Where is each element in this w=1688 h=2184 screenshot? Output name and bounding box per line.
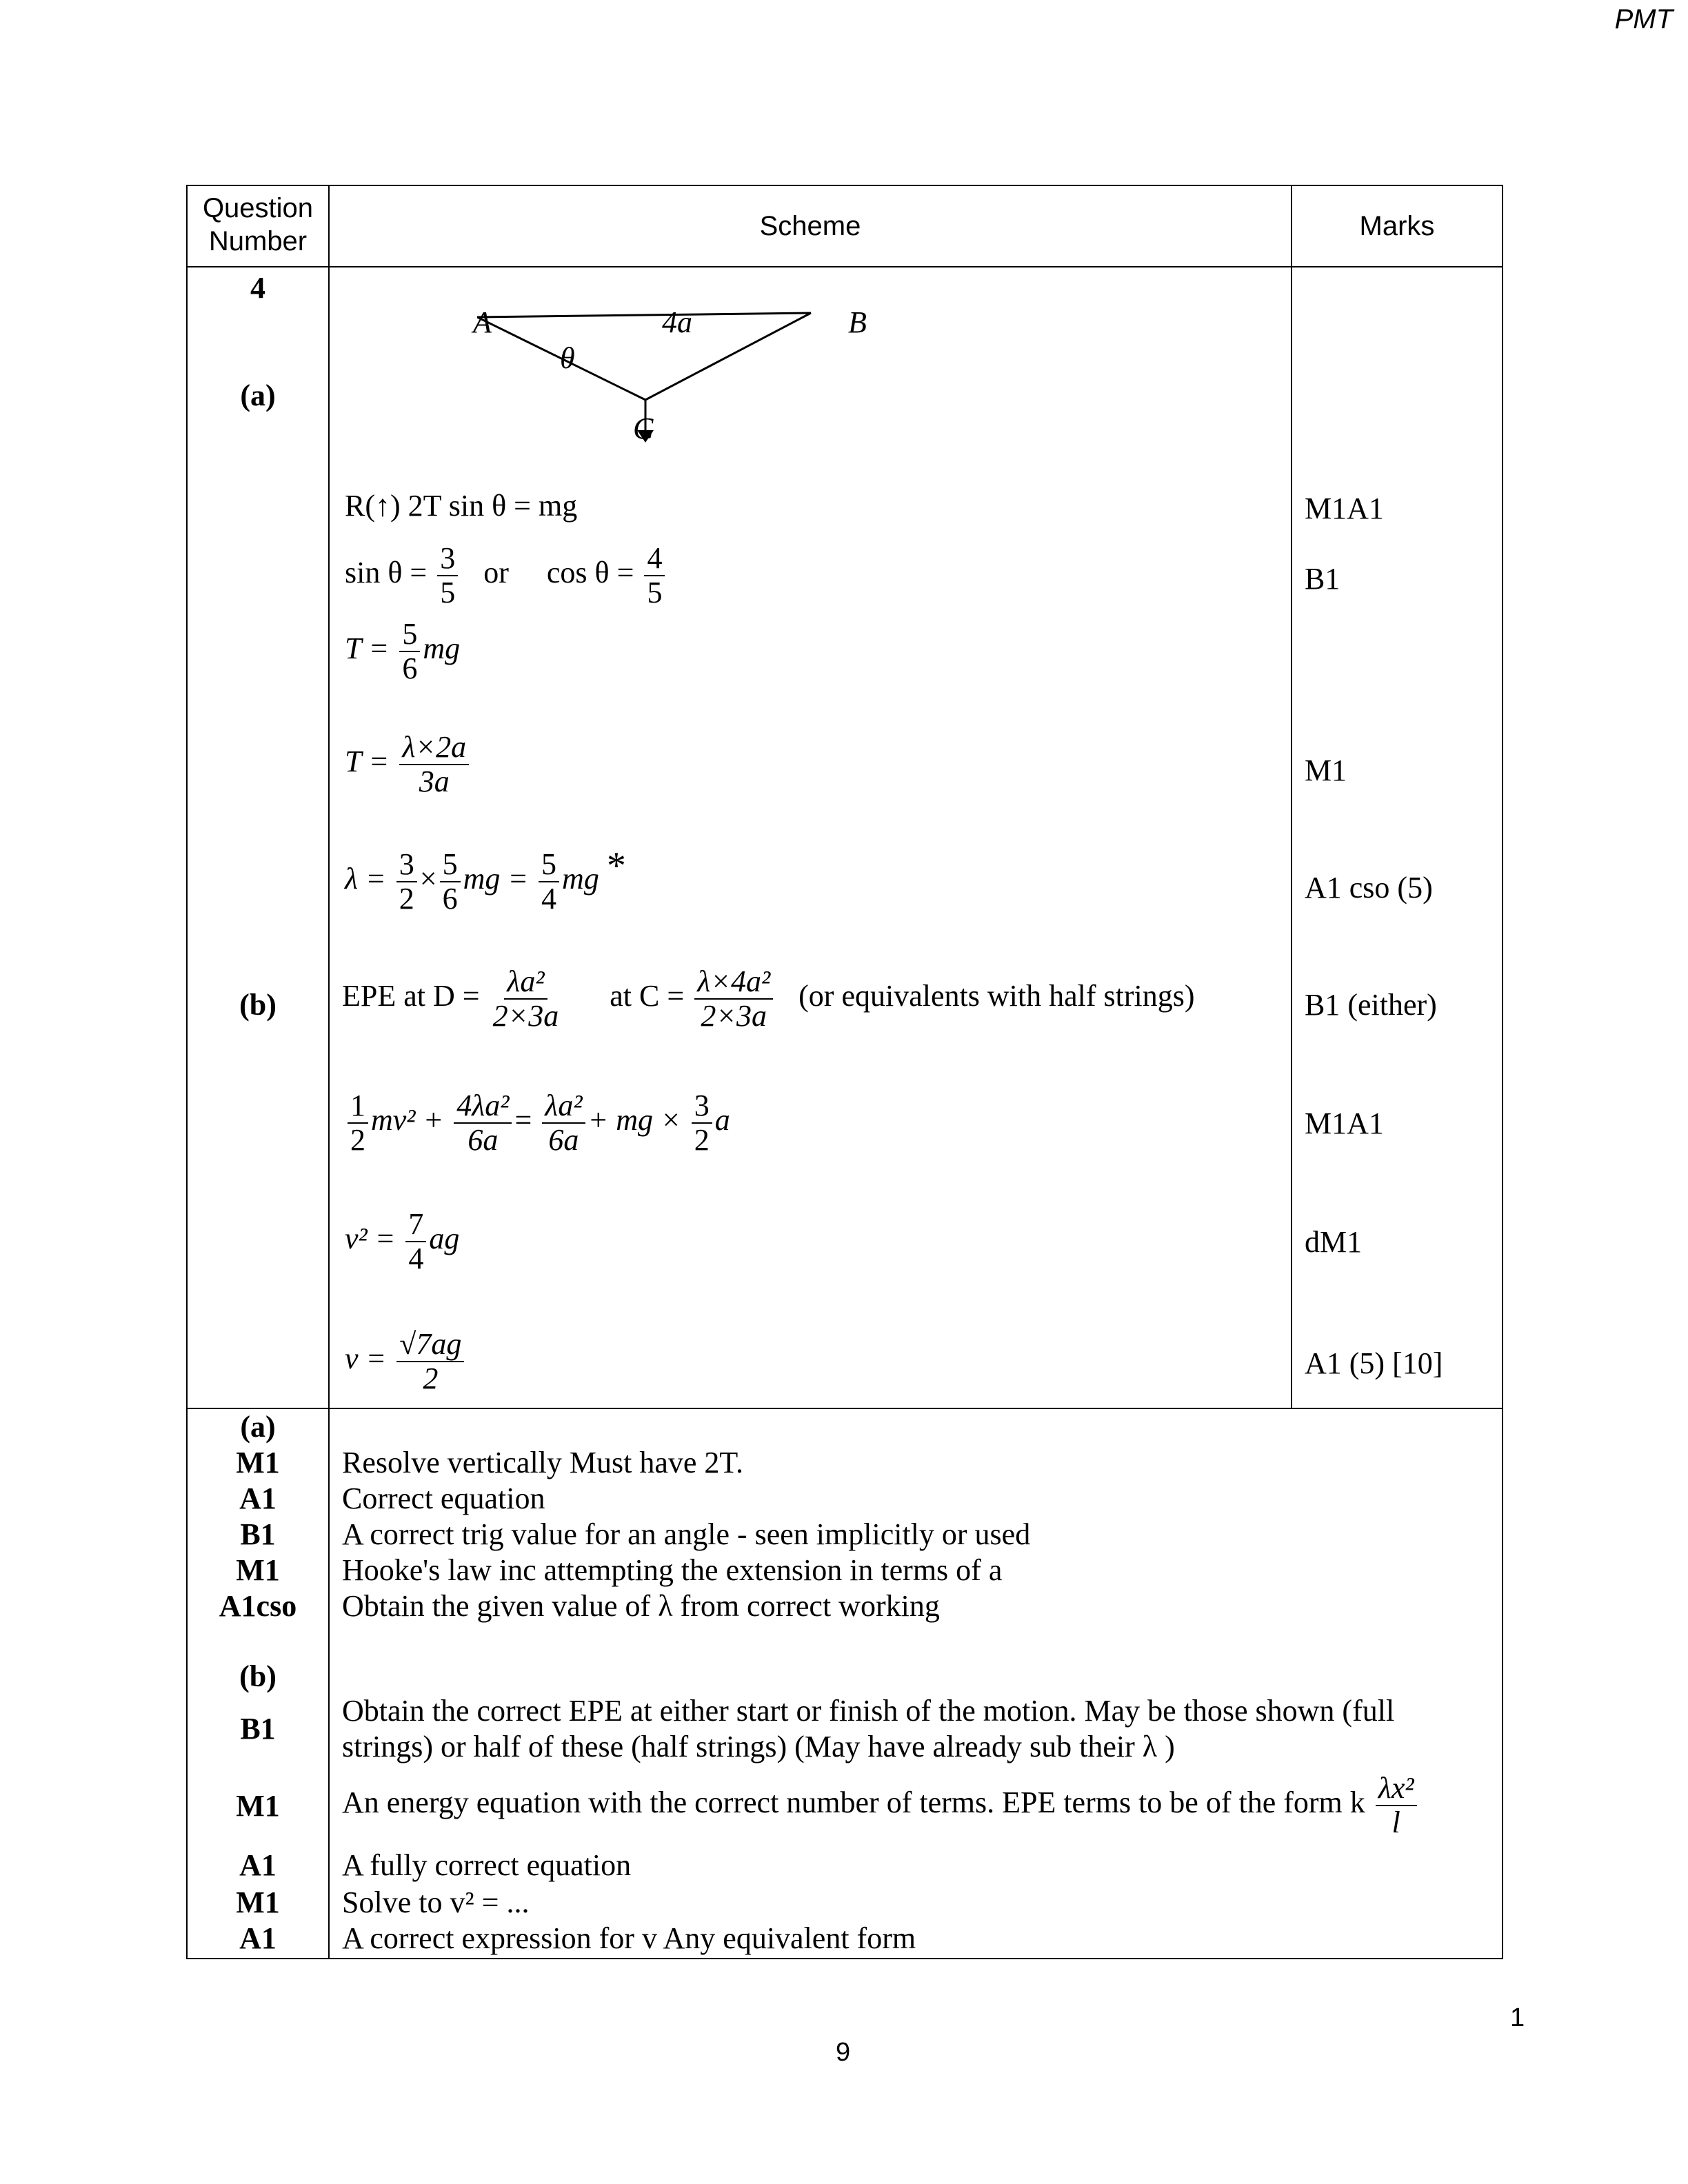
en-frac-1 bbox=[348, 1089, 368, 1157]
notes-a-text-1: Resolve vertically Must have 2T. bbox=[342, 1446, 744, 1479]
length-label: 4a bbox=[662, 305, 692, 339]
mark-v-squared: dM1 bbox=[1305, 1225, 1363, 1259]
lam-f3-den: 4 bbox=[541, 882, 557, 916]
t2-fraction bbox=[399, 731, 469, 798]
notes-divider bbox=[188, 1408, 1502, 1409]
lam-f2-den: 6 bbox=[442, 882, 458, 916]
en-frac-3 bbox=[542, 1089, 585, 1157]
v2-num: 7 bbox=[405, 1208, 426, 1242]
lam-mg: mg = bbox=[463, 862, 529, 896]
lam-frac-1 bbox=[396, 848, 417, 916]
header-scheme: Scheme bbox=[759, 211, 861, 241]
v-equation bbox=[345, 1328, 467, 1395]
lam-frac-3 bbox=[539, 848, 559, 916]
t1-lhs: T = bbox=[345, 631, 390, 666]
tension-equation-2 bbox=[345, 731, 472, 798]
notes-b-label: (b) bbox=[239, 1659, 277, 1693]
cos-den: 5 bbox=[647, 576, 663, 609]
notes-a-mark-3: B1 bbox=[240, 1517, 276, 1551]
notes-b-a1b-text: A correct expression for v Any equivalent form bbox=[342, 1921, 916, 1955]
notes-b-mark-a1: A1 bbox=[239, 1848, 277, 1882]
t1-fraction bbox=[399, 618, 420, 685]
notes-b-mark-a1b: A1 bbox=[239, 1921, 277, 1955]
cos-lhs: cos θ = bbox=[546, 556, 634, 590]
lam-f1-den: 2 bbox=[399, 882, 414, 916]
corner-number: 1 bbox=[1510, 2003, 1525, 2032]
part-a-label: (a) bbox=[240, 378, 276, 412]
en-f2-num: 4λa² bbox=[454, 1089, 512, 1124]
mark-v: A1 (5) [10] bbox=[1305, 1346, 1443, 1380]
en-f3-num: λa² bbox=[542, 1089, 585, 1124]
theta-label: θ bbox=[560, 341, 575, 375]
tension-equation-1 bbox=[345, 618, 460, 685]
notes-b-mark-b1: B1 bbox=[240, 1712, 276, 1746]
en-f3-den: 6a bbox=[548, 1123, 579, 1157]
mark-hooke: M1 bbox=[1305, 754, 1347, 787]
en-f1-den: 2 bbox=[350, 1123, 365, 1157]
notes-a-text-4: Hooke's law inc attempting the extension in terms of a bbox=[342, 1553, 1003, 1587]
epe-c-fraction bbox=[694, 965, 773, 1033]
en-f4-den: 2 bbox=[694, 1123, 710, 1157]
epe-c-den: 2×3a bbox=[701, 999, 767, 1033]
notes-b-a1-text: A fully correct equation bbox=[342, 1848, 632, 1882]
header-question-number: Question Number bbox=[202, 193, 314, 256]
epe-d-fraction bbox=[490, 965, 562, 1033]
en-frac-4 bbox=[692, 1089, 712, 1157]
col-divider-1 bbox=[328, 186, 330, 1958]
en-mv: mv² + bbox=[371, 1103, 444, 1138]
point-a-label: A bbox=[473, 305, 492, 339]
notes-b-m1-main: An energy equation with the correct number of terms. EPE terms to be of the form k bbox=[342, 1786, 1365, 1820]
v-squared-equation bbox=[345, 1208, 459, 1275]
t1-num: 5 bbox=[399, 618, 420, 652]
or-text: or bbox=[483, 556, 509, 590]
notes-a-label: (a) bbox=[240, 1410, 276, 1444]
lam-f2-num: 5 bbox=[440, 848, 461, 882]
v-den: 2 bbox=[423, 1362, 439, 1395]
question-number: 4 bbox=[250, 271, 265, 305]
epe-d-num: λa² bbox=[504, 965, 547, 1000]
notes-a-text-5: Obtain the given value of λ from correct working bbox=[342, 1589, 940, 1623]
header-marks: Marks bbox=[1359, 211, 1435, 241]
point-b-label: B bbox=[848, 305, 867, 339]
page-number: 9 bbox=[836, 2038, 851, 2067]
v2-fraction bbox=[405, 1208, 426, 1275]
sin-den: 5 bbox=[440, 576, 456, 609]
given-answer-star: * bbox=[606, 845, 626, 887]
notes-b-m1b-text: Solve to v² = ... bbox=[342, 1885, 530, 1919]
en-a: a bbox=[714, 1103, 730, 1138]
header-divider bbox=[188, 266, 1502, 267]
point-c-label: C bbox=[633, 412, 654, 445]
epe-c-label: at C = bbox=[610, 979, 685, 1013]
equivalents-note: (or equivalents with half strings) bbox=[798, 979, 1195, 1013]
notes-a-mark-5: A1cso bbox=[219, 1589, 297, 1623]
v-num: √7ag bbox=[396, 1328, 464, 1362]
notes-a-text-2: Correct equation bbox=[342, 1482, 545, 1515]
notes-b-mark-m1: M1 bbox=[236, 1789, 280, 1823]
notes-b-m1-den: l bbox=[1391, 1806, 1400, 1839]
lam-f3-num: 5 bbox=[539, 848, 559, 882]
pmt-tag: PMT bbox=[1614, 4, 1673, 34]
epe-equations bbox=[342, 965, 1194, 1033]
col-divider-2 bbox=[1291, 186, 1292, 1409]
part-b-label: (b) bbox=[239, 988, 277, 1022]
cos-fraction bbox=[644, 542, 665, 609]
notes-a-mark-4: M1 bbox=[236, 1553, 280, 1587]
en-f1-num: 1 bbox=[348, 1089, 368, 1124]
v-lhs: v = bbox=[345, 1342, 387, 1376]
notes-b-b1-line1: Obtain the correct EPE at either start or finish of the motion. May be those shown (full bbox=[342, 1694, 1395, 1728]
v2-lhs: v² = bbox=[345, 1222, 396, 1256]
lam-times: × bbox=[419, 862, 437, 896]
t2-num: λ×2a bbox=[399, 731, 469, 765]
sin-num: 3 bbox=[437, 542, 458, 576]
notes-b-m1-num: λx² bbox=[1376, 1772, 1417, 1806]
cos-num: 4 bbox=[644, 542, 665, 576]
epe-d-den: 2×3a bbox=[492, 999, 559, 1033]
mark-energy: M1A1 bbox=[1305, 1106, 1384, 1140]
notes-a-mark-2: A1 bbox=[239, 1482, 277, 1515]
mark-trig: B1 bbox=[1305, 562, 1340, 596]
epe-c-num: λ×4a² bbox=[694, 965, 773, 1000]
t1-den: 6 bbox=[402, 651, 418, 685]
resolve-equation: R(↑) 2T sin θ = mg bbox=[345, 489, 578, 523]
sin-lhs: sin θ = bbox=[345, 556, 428, 590]
string-ab bbox=[477, 313, 811, 317]
notes-b-m1-text bbox=[342, 1772, 1420, 1839]
lambda-equation bbox=[345, 845, 626, 916]
mark-scheme-table bbox=[186, 185, 1503, 1959]
en-frac-2 bbox=[454, 1089, 512, 1157]
sin-fraction bbox=[437, 542, 458, 609]
notes-b-b1-line2: strings) or half of these (half strings) (May have already sub their λ ) bbox=[342, 1730, 1175, 1763]
lam-lhs: λ = bbox=[345, 862, 386, 896]
mark-resolve: M1A1 bbox=[1305, 492, 1384, 525]
t2-lhs: T = bbox=[345, 745, 390, 779]
lam-f1-num: 3 bbox=[396, 848, 417, 882]
en-f4-num: 3 bbox=[692, 1089, 712, 1124]
notes-a-text-3: A correct trig value for an angle - seen implicitly or used bbox=[342, 1517, 1031, 1551]
t1-rhs: mg bbox=[423, 631, 461, 666]
v2-rhs: ag bbox=[429, 1222, 460, 1256]
notes-a-mark-1: M1 bbox=[236, 1446, 280, 1479]
lam-frac-2 bbox=[440, 848, 461, 916]
en-mg: + mg × bbox=[587, 1103, 681, 1138]
v-fraction bbox=[396, 1328, 464, 1395]
mark-lambda: A1 cso (5) bbox=[1305, 871, 1433, 904]
epe-d-label: EPE at D = bbox=[342, 979, 480, 1013]
mark-epe: B1 (either) bbox=[1305, 988, 1437, 1022]
en-f2-den: 6a bbox=[468, 1123, 499, 1157]
notes-b-mark-m1b: M1 bbox=[236, 1885, 280, 1919]
lam-mg2: mg bbox=[562, 862, 599, 896]
t2-den: 3a bbox=[419, 765, 450, 798]
notes-b-m1-fraction bbox=[1376, 1772, 1417, 1839]
en-equals: = bbox=[514, 1103, 532, 1138]
energy-equation bbox=[345, 1089, 730, 1157]
trig-values bbox=[345, 542, 667, 609]
v2-den: 4 bbox=[408, 1242, 424, 1275]
